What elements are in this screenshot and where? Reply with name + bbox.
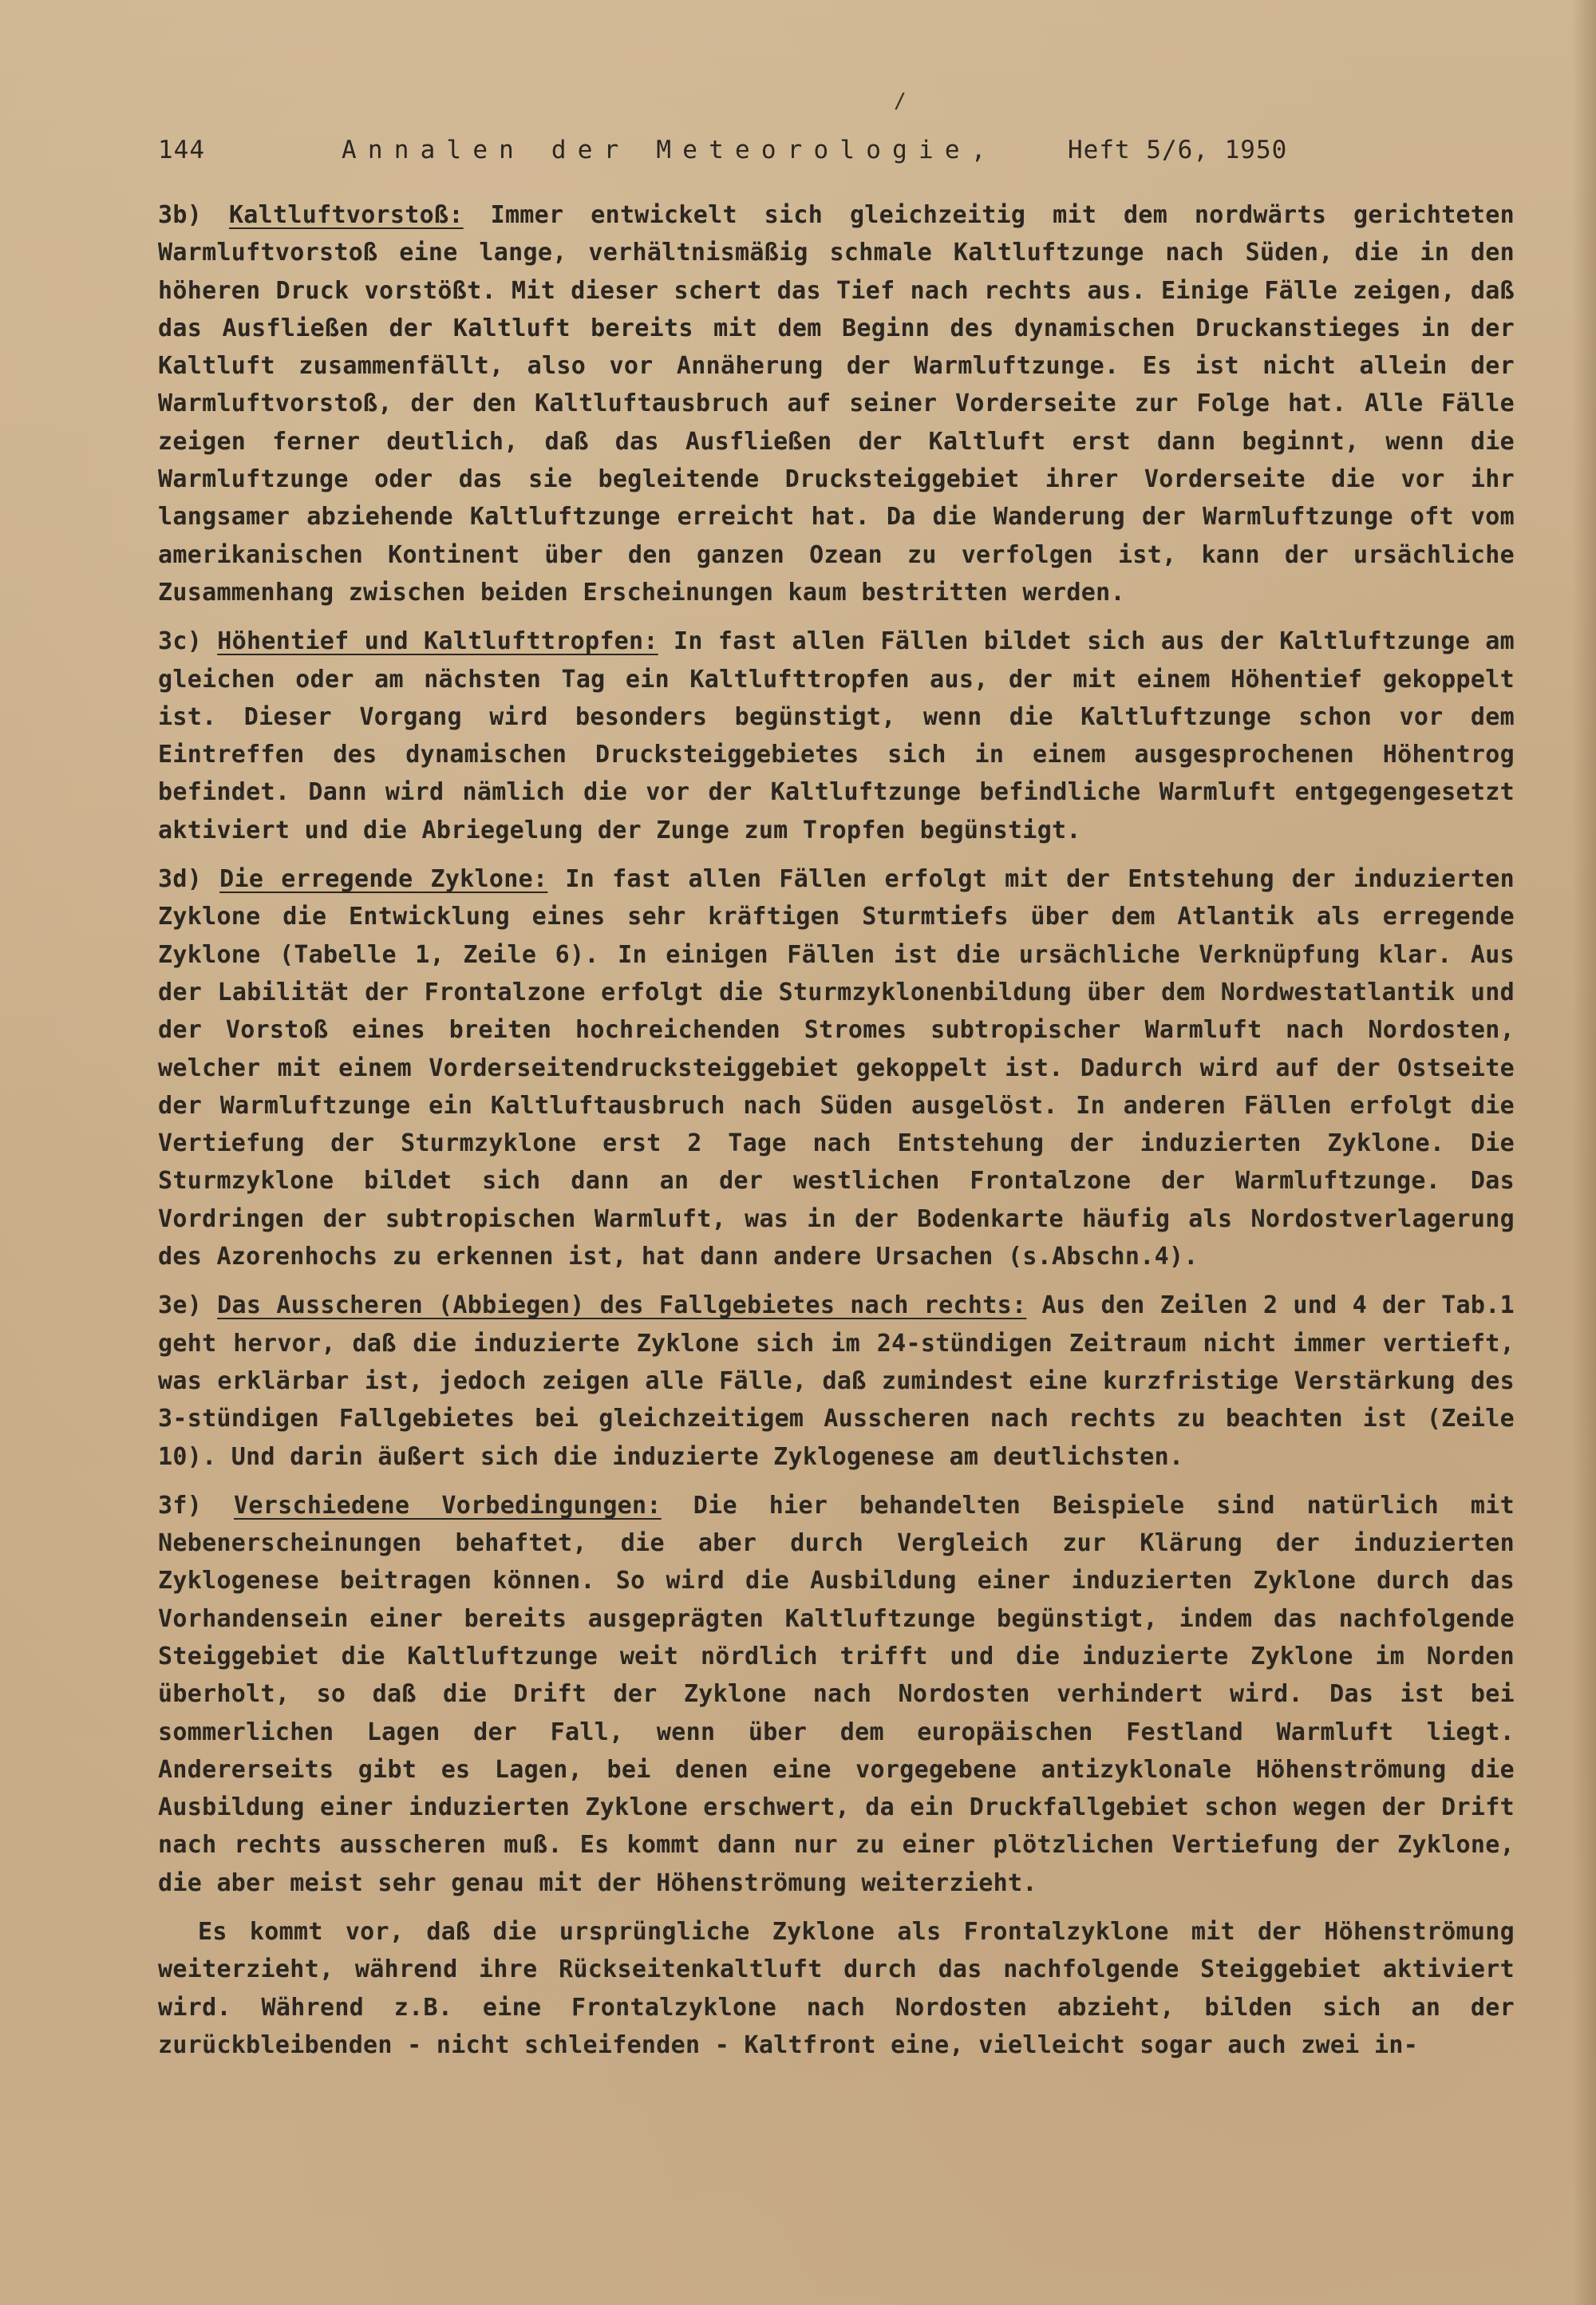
section-3f — [158, 1487, 1515, 1902]
section-text: Die hier behandelten Beispiele sind natürlich mit Nebenerscheinungen behaftet, die aber durch Vergleich zur Klärung der induzierten Zyklogenese beitragen können. So wird die Ausbildung einer induzierten Zyklone durch das Vorhandensein einer bereits ausgeprägten Kaltluftzunge begünstigt, indem das nachfolgende Steiggebiet die Kaltluftzunge weit nördlich trifft und die induzierte Zyklone im Norden überholt, so daß die Drift der Zyklone nach Nordosten verhindert wird. Das ist bei sommerlichen Lagen der Fall, wenn über dem europäischen Festland Warmluft liegt. Andererseits gibt es Lagen, bei denen eine vorgegebene antizyklonale Höhenströmung die Ausbildung einer induzierten Zyklone erschwert, da ein Druckfallgebiet schon wegen der Drift nach rechts ausscheren muß. Es kommt dann nur zu einer plötzlichen Vertiefung der Zyklone, die aber meist sehr genau mit der Höhenströmung weiterzieht. — [158, 1491, 1515, 1897]
section-3d — [158, 860, 1515, 1275]
pencil-mark: / — [894, 89, 907, 113]
page-number: 144 — [158, 136, 205, 164]
section-label: 3f) — [158, 1491, 203, 1520]
section-heading: Kaltluftvorstoß: — [228, 201, 464, 229]
section-heading: Verschiedene Vorbedingungen: — [234, 1491, 662, 1520]
section-heading: Die erregende Zyklone: — [219, 865, 548, 894]
page-edge-shadow — [1572, 0, 1596, 2305]
section-label: 3e) — [158, 1291, 203, 1320]
section-text: Aus den Zeilen 2 und 4 der Tab.1 geht hervor, daß die induzierte Zyklone sich im 24-stündigen Zeitraum nicht immer vertieft, was erklärbar ist, jedoch zeigen alle Fälle, daß zumindest eine kurzfristige Verstärkung des 3-stündigen Fallgebietes bei gleichzeitigem Ausscheren nach rechts zu beachten ist (Zeile 10). Und darin äußert sich die induzierte Zyklogenese am deutlichsten. — [158, 1291, 1515, 1471]
section-text: In fast allen Fällen bildet sich aus der Kaltluftzunge am gleichen oder am nächsten Tag ein Kaltlufttropfen aus, der mit einem Höhentief gekoppelt ist. Dieser Vorgang wird besonders begünstigt, wenn die Kaltluftzunge schon vor dem Eintreffen des dynamischen Drucksteiggebietes sich in einem ausgesprochenen Höhentrog befindet. Dann wird nämlich die vor der Kaltluftzunge befindliche Warmluft entgegengesetzt aktiviert und die Abriegelung der Zunge zum Tropfen begünstigt. — [158, 627, 1515, 844]
section-heading: Höhentief und Kaltlufttropfen: — [217, 627, 658, 656]
section-3b — [158, 196, 1515, 611]
section-label: 3d) — [158, 865, 203, 894]
section-text: Immer entwickelt sich gleichzeitig mit dem nordwärts gerichteten Warmluftvorstoß eine lange, verhältnismäßig schmale Kaltluftzunge nach Süden, die in den höheren Druck vorstößt. Mit dieser schert das Tief nach rechts aus. Einige Fälle zeigen, daß das Ausfließen der Kaltluft bereits mit dem Beginn des dynamischen Druckanstieges in der Kaltluft zusammenfällt, also vor Annäherung der Warmluftzunge. Es ist nicht allein der Warmluftvorstoß, der den Kaltluftausbruch auf seiner Vorderseite zur Folge hat. Alle Fälle zeigen ferner deutlich, daß das Ausfließen der Kaltluft erst dann beginnt, wenn die Warmluftzunge oder das sie begleitende Drucksteiggebiet ihrer Vorderseite die vor ihr langsamer abziehende Kaltluftzunge erreicht hat. Da die Wanderung der Warmluftzunge oft vom amerikanischen Kontinent über den ganzen Ozean zu verfolgen ist, kann der ursächliche Zusammenhang zwischen beiden Erscheinungen kaum bestritten werden. — [158, 201, 1515, 607]
section-3c — [158, 623, 1515, 849]
issue-info: Heft 5/6, 1950 — [1068, 136, 1288, 164]
running-header — [158, 136, 1515, 171]
journal-title: Annalen der Meteorologie, — [342, 136, 998, 164]
section-3e — [158, 1287, 1515, 1475]
body-text — [158, 196, 1515, 2064]
section-label: 3c) — [158, 627, 203, 656]
section-label: 3b) — [158, 201, 203, 229]
section-text: In fast allen Fällen erfolgt mit der Entstehung der induzierten Zyklone die Entwicklung eines sehr kräftigen Sturmtiefs über dem Atlantik als erregende Zyklone (Tabelle 1, Zeile 6). In einigen Fällen ist die ursächliche Verknüpfung klar. Aus der Labilität der Frontalzone erfolgt die Sturmzyklonenbildung über dem Nordwestatlantik und der Vorstoß eines breiten hochreichenden Stromes subtropischer Warmluft nach Nordosten, welcher mit einem Vorderseitendrucksteiggebiet gekoppelt ist. Dadurch wird auf der Ostseite der Warmluftzunge ein Kaltluftausbruch nach Süden ausgelöst. In anderen Fällen erfolgt die Vertiefung der Sturmzyklone erst 2 Tage nach Entstehung der induzierten Zyklone. Die Sturmzyklone bildet sich dann an der westlichen Frontalzone der Warmluftzunge. Das Vordringen der subtropischen Warmluft, was in der Bodenkarte häufig als Nordostverlagerung des Azorenhochs zu erkennen ist, hat dann andere Ursachen (s.Abschn.4). — [158, 865, 1515, 1271]
section-heading: Das Ausscheren (Abbiegen) des Fallgebietes nach rechts: — [217, 1291, 1027, 1320]
continuation-paragraph: Es kommt vor, daß die ursprüngliche Zyklone als Frontalzyklone mit der Höhenströmung weiterzieht, während ihre Rückseitenkaltluft durch das nachfolgende Steiggebiet aktiviert wird. Während z.B. eine Frontalzyklone nach Nordosten abzieht, bilden sich an der zurückbleibenden - nicht schleifenden - Kaltfront eine, vielleicht sogar auch zwei in- — [158, 1918, 1515, 2059]
